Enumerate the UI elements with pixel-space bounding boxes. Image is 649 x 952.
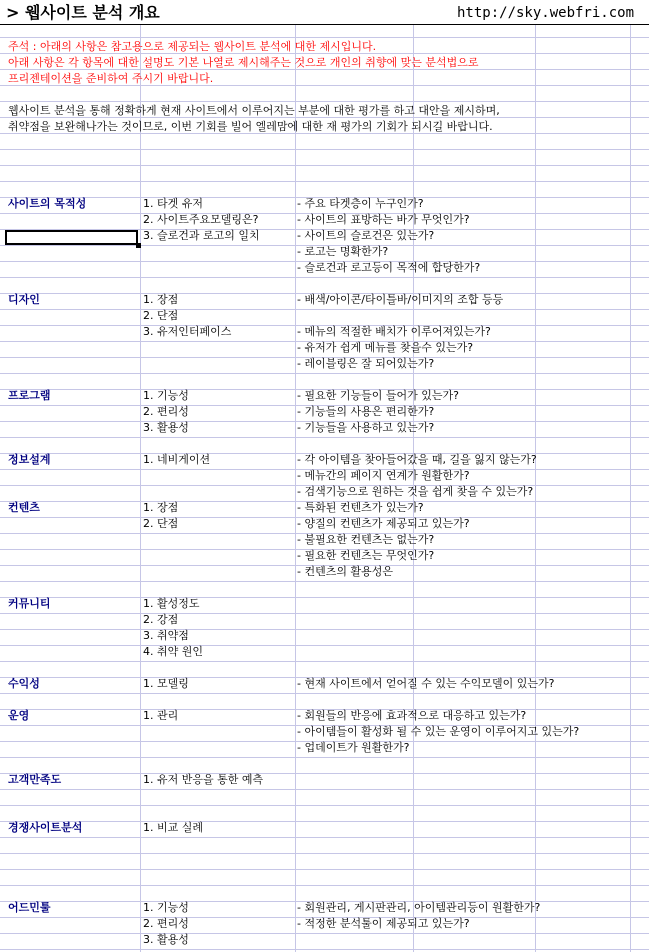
section-question: - 회원들의 반응에 효과적으로 대응하고 있는가?: [297, 709, 527, 722]
section-question: - 기능들의 사용은 편리한가?: [297, 405, 435, 418]
note-line-1: 주석 : 아래의 사항은 참고용으로 제공되는 웹사이트 분석에 대한 제시입니다.: [8, 40, 377, 53]
intro-line-1: 웹사이트 분석을 통해 정확하게 현재 사이트에서 이루어지는 부분에 대한 평가를 하고 대안을 제시하며,: [8, 104, 500, 117]
section-title: 사이트의 목적성: [8, 197, 87, 210]
section-item: 1. 관리: [143, 709, 179, 722]
note-line-3: 프리젠테이션을 준비하여 주시기 바랍니다.: [8, 72, 214, 85]
section-title: 운영: [8, 709, 30, 722]
page-title: > 웹사이트 분석 개요: [6, 3, 160, 22]
section-item: 2. 강점: [143, 613, 179, 626]
section-question: - 특화된 컨텐츠가 있는가?: [297, 501, 424, 514]
intro-line-2: 취약점을 보완해나가는 것이므로, 이번 기회를 빌어 엘레맘에 대한 재 평가의 기회가 되시길 바랍니다.: [8, 120, 493, 133]
section-question: - 로고는 명확한가?: [297, 245, 389, 258]
section-title: 디자인: [8, 293, 40, 306]
note-line-2: 아래 사항은 각 항목에 대한 설명도 기본 나열로 제시해주는 것으로 개인의 취향에 맞는 분석법으로: [8, 56, 479, 69]
section-title: 경쟁사이트분석: [8, 821, 83, 834]
section-item: 1. 기능성: [143, 901, 189, 914]
section-item: 2. 편리성: [143, 917, 189, 930]
section-question: - 검색기능으로 원하는 것을 쉽게 찾을 수 있는가?: [297, 485, 534, 498]
section-item: 2. 편리성: [143, 405, 189, 418]
section-question: - 기능들을 사용하고 있는가?: [297, 421, 435, 434]
section-item: 2. 단점: [143, 517, 179, 530]
section-item: 1. 모델링: [143, 677, 189, 690]
section-item: 1. 장점: [143, 293, 179, 306]
section-item: 1. 타겟 유저: [143, 197, 203, 210]
section-question: - 사이트의 표방하는 바가 무엇인가?: [297, 213, 470, 226]
section-question: - 업데이트가 원활한가?: [297, 741, 410, 754]
section-title: 어드민툴: [8, 901, 51, 914]
section-question: - 메뉴의 적절한 배치가 이루어져있는가?: [297, 325, 491, 338]
section-item: 3. 슬로건과 로고의 일치: [143, 229, 260, 242]
section-item: 1. 유저 반응을 통한 예측: [143, 773, 264, 786]
section-question: - 현재 사이트에서 얻어질 수 있는 수익모델이 있는가?: [297, 677, 555, 690]
section-question: - 주요 타겟층이 누구인가?: [297, 197, 424, 210]
section-item: 1. 네비게이션: [143, 453, 211, 466]
section-question: - 사이트의 슬로건은 있는가?: [297, 229, 435, 242]
section-question: - 불필요한 컨텐츠는 없는가?: [297, 533, 435, 546]
fill-handle[interactable]: [136, 243, 141, 248]
section-question: - 배색/아이콘/타이틀바/이미지의 조합 등등: [297, 293, 504, 306]
section-question: - 메뉴간의 페이지 연계가 원활한가?: [297, 469, 470, 482]
section-question: - 레이블링은 잘 되어있는가?: [297, 357, 435, 370]
section-item: 1. 활성정도: [143, 597, 200, 610]
section-question: - 아이템들이 활성화 될 수 있는 운영이 이루어지고 있는가?: [297, 725, 580, 738]
section-question: - 필요한 기능들이 들어가 있는가?: [297, 389, 459, 402]
section-item: 2. 사이트주요모델링은?: [143, 213, 259, 226]
section-item: 2. 단점: [143, 309, 179, 322]
section-title: 프로그램: [8, 389, 51, 402]
section-item: 1. 비교 실례: [143, 821, 203, 834]
section-item: 3. 유저인터페이스: [143, 325, 232, 338]
section-question: - 컨텐츠의 활용성은: [297, 565, 393, 578]
section-item: 1. 기능성: [143, 389, 189, 402]
section-title: 커뮤니티: [8, 597, 51, 610]
section-question: - 필요한 컨텐츠는 무엇인가?: [297, 549, 435, 562]
section-question: - 슬로건과 로고등이 목적에 합당한가?: [297, 261, 481, 274]
section-title: 고객만족도: [8, 773, 62, 786]
selected-cell[interactable]: [5, 230, 138, 245]
section-question: - 회원관리, 게시판관리, 아이템관리등이 원활한가?: [297, 901, 541, 914]
site-url[interactable]: http://sky.webfri.com: [457, 5, 635, 21]
section-question: - 각 아이템을 찾아들어갔을 때, 길을 잃지 않는가?: [297, 453, 537, 466]
section-item: 3. 활용성: [143, 421, 189, 434]
section-title: 컨텐츠: [8, 501, 40, 514]
section-item: 3. 활용성: [143, 933, 189, 946]
section-question: - 적정한 분석툴이 제공되고 있는가?: [297, 917, 470, 930]
section-title: 정보설계: [8, 453, 51, 466]
section-title: 수익성: [8, 677, 40, 690]
section-item: 3. 취약점: [143, 629, 189, 642]
section-item: 1. 장점: [143, 501, 179, 514]
section-question: - 양질의 컨텐츠가 제공되고 있는가?: [297, 517, 470, 530]
section-question: - 유저가 쉽게 메뉴를 찾을수 있는가?: [297, 341, 474, 354]
section-item: 4. 취약 원인: [143, 645, 203, 658]
